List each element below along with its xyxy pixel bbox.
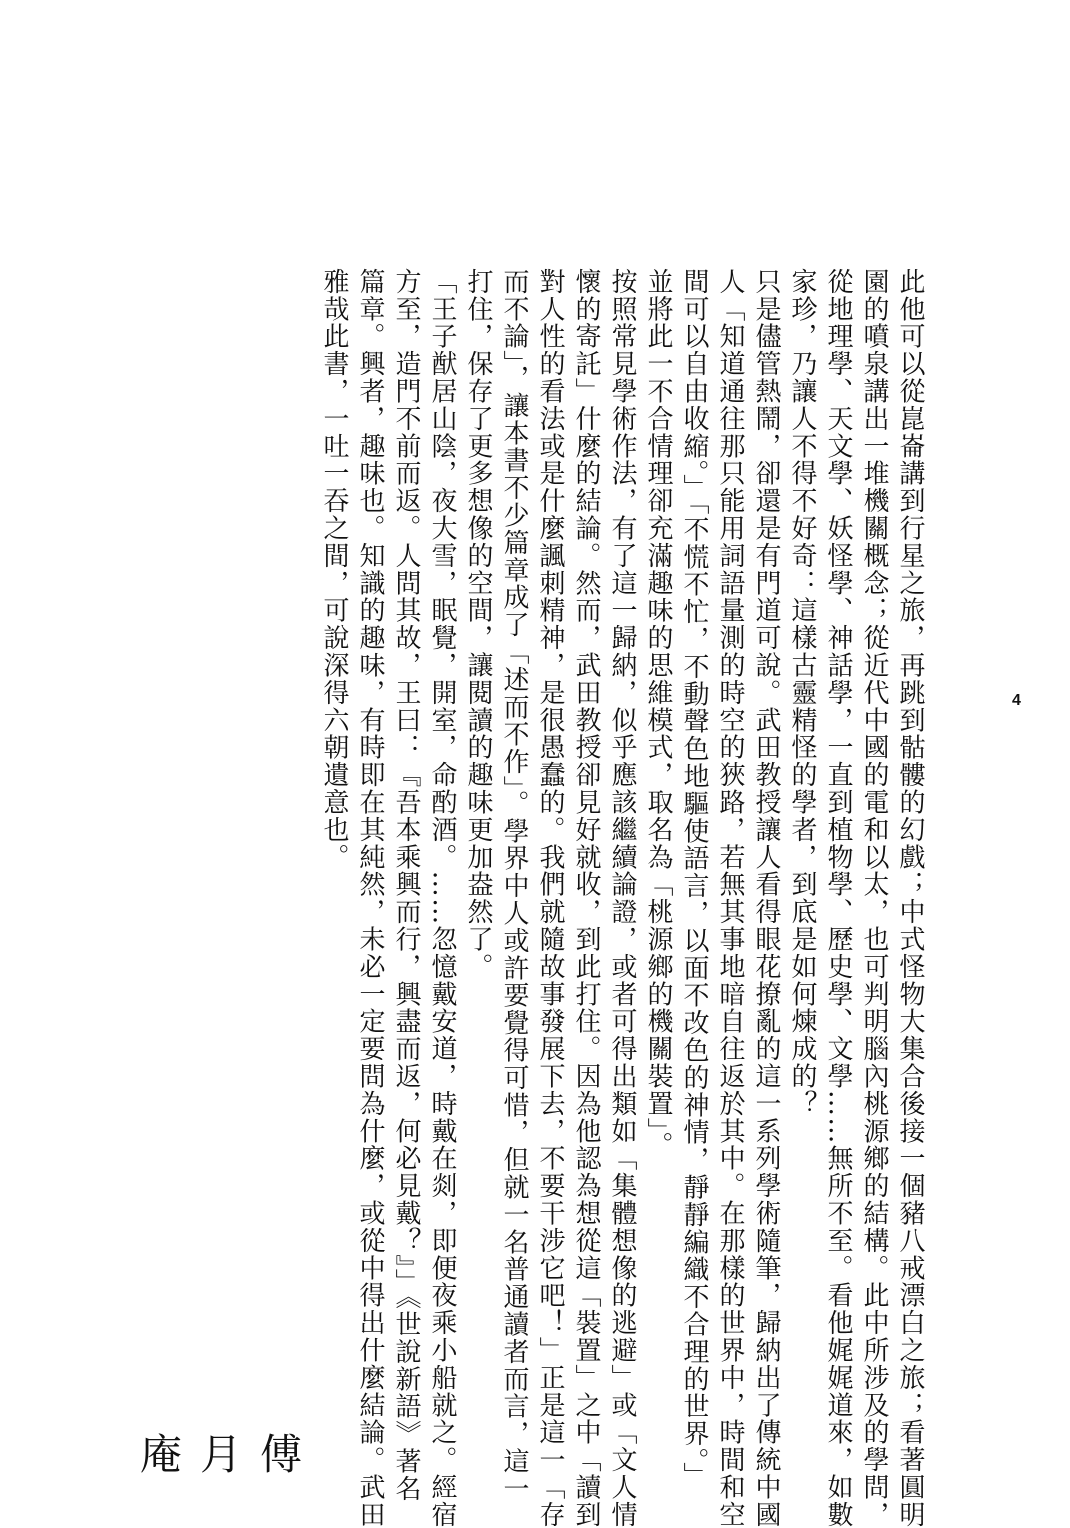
text-column: 篇章。興者，趣味也。知識的趣味，有時即在其純然，未必一定要問為什麼，或從中得出什麼結論。武田 [355, 268, 385, 1528]
text-column: 懷的寄託」什麼的結論。然而，武田教授卻見好就收，到此打住。因為他認為想從這「裝置」之中「讀到 [571, 268, 601, 1528]
text-column: 人「知道通往那只能用詞語量測的時空的狹路，若無其事地暗自往返於其中。在那樣的世界中，時間和空 [715, 268, 745, 1528]
text-column: 而不論」，讓本書不少篇章成了「述而不作」。學界中人或許要覺得可惜，但就一名普通讀者而言，這一 [499, 268, 529, 1503]
text-column: 家珍，乃讓人不得不好奇：這樣古靈精怪的學者，到底是如何煉成的？ [787, 268, 817, 1118]
author-signature: 傅月庵 [134, 1432, 303, 1478]
page-number: 4 [1012, 692, 1021, 709]
text-column: 方至，造門不前而返。人問其故，王曰：『吾本乘興而行，興盡而返，何必見戴？』」《世說新語》著名 [391, 268, 421, 1503]
text-column: 按照常見學術作法，有了這一歸納，似乎應該繼續論證，或者可得出類如「集體想像的逃避」或「文人情 [607, 268, 637, 1528]
text-column: 此他可以從崑崙講到行星之旅，再跳到骷髏的幻戲；中式怪物大集合後接一個豬八戒漂白之旅；看著圓明 [895, 268, 925, 1528]
text-column: 間可以自由收縮。」「不慌不忙，不動聲色地驅使語言，以面不改色的神情，靜靜編織不合理的世界。」 [679, 268, 709, 1490]
text-column: 「王子猷居山陰，夜大雪，眠覺，開室，命酌酒。……忽憶戴安道，時戴在剡，即便夜乘小船就之。經宿 [427, 268, 457, 1528]
text-column: 園的噴泉講出一堆機關概念；從近代中國的電和以太，也可判明腦內桃源鄉的結構。此中所涉及的學問， [859, 268, 889, 1528]
text-column: 打住，保存了更多想像的空間，讓閱讀的趣味更加盎然了。 [463, 268, 493, 981]
text-column: 並將此一不合情理卻充滿趣味的思維模式，取名為「桃源鄉的機關裝置」。 [643, 268, 673, 1160]
text-column: 從地理學、天文學、妖怪學、神話學，一直到植物學、歷史學、文學……無所不至。看他娓娓道來，如數 [823, 268, 853, 1528]
text-column: 雅哉此書，一吐一吞之間，可說深得六朝遺意也。 [319, 268, 349, 871]
text-column: 只是儘管熱鬧，卻還是有門道可說。武田教授讓人看得眼花撩亂的這一系列學術隨筆，歸納出了傳統中國 [751, 268, 781, 1528]
text-column: 對人性的看法或是什麼諷刺精神，是很愚蠢的。我們就隨故事發展下去，不要干涉它吧！」正是這一「存 [535, 268, 565, 1528]
